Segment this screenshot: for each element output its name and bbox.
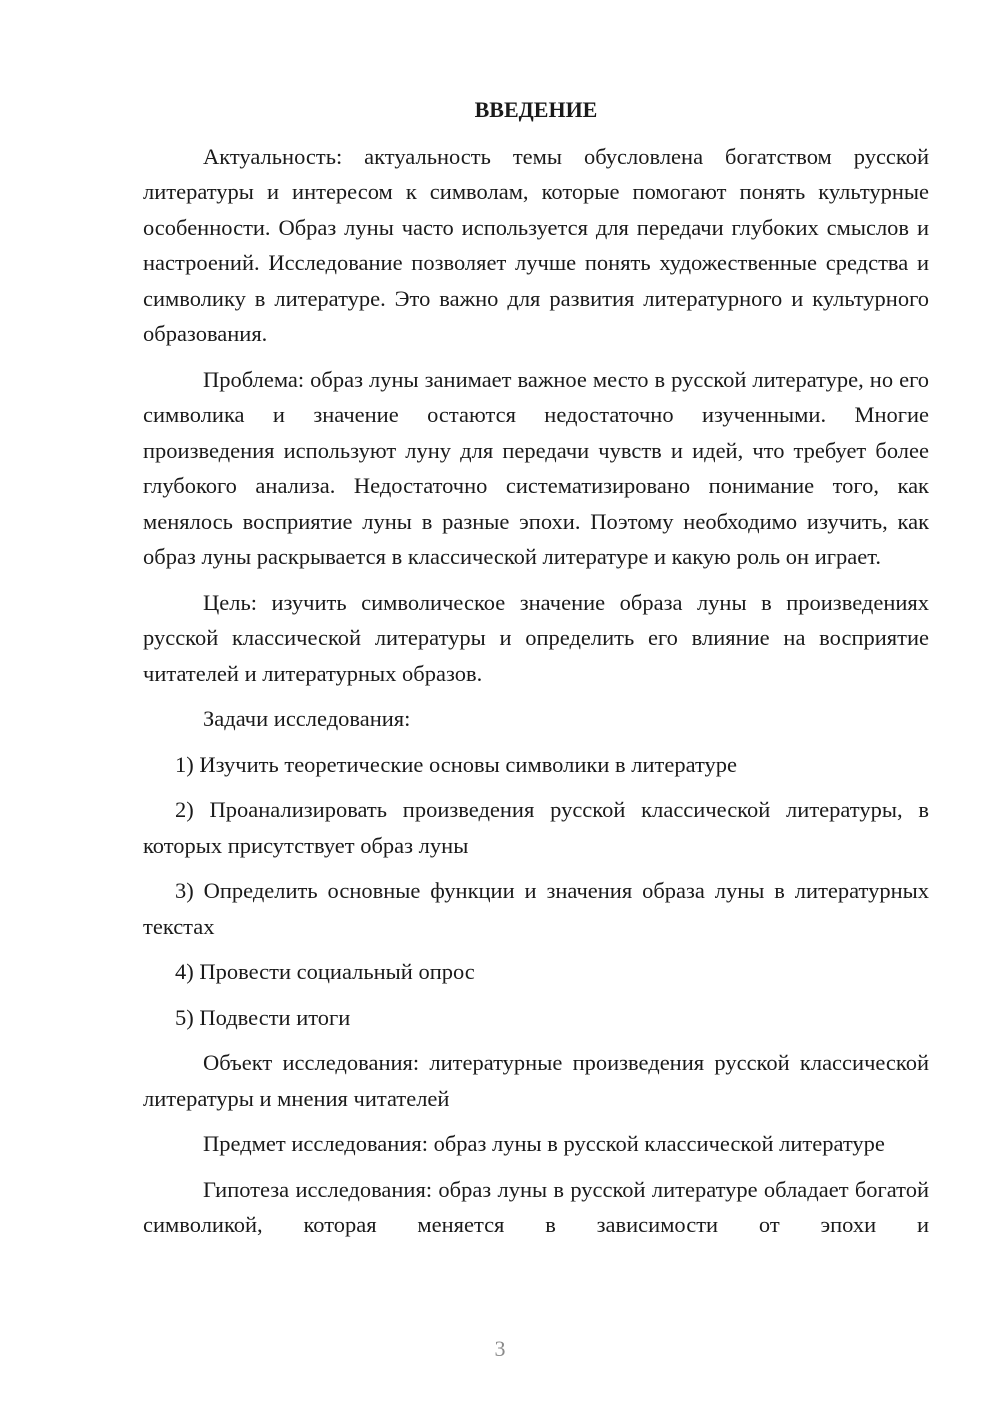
subject-paragraph: Предмет исследования: образ луны в русской классической литературе — [203, 1131, 885, 1156]
task-item-3: 3) Определить основные функции и значения образа луны в литературных текстах — [143, 878, 929, 939]
task-item-2: 2) Проанализировать произведения русской классической литературы, в которых присутствует образ луны — [143, 797, 929, 858]
problem-paragraph: Проблема: образ луны занимает важное место в русской литературе, но его символика и значение остаются недостаточно изученными. Многие произведения используют луну для передачи чувств и идей, что требует более глубокого анализа. Недостаточно систематизировано понимание того, как менялось восприятие луны в разные эпохи. Поэтому необходимо изучить, как образ луны раскрывается в классической литературе и какую роль он играет. — [143, 366, 929, 569]
object-paragraph: Объект исследования: литературные произведения русской классической литературы и мнения читателей — [143, 1050, 929, 1111]
goal-paragraph: Цель: изучить символическое значение образа луны в произведениях русской классической литературы и определить его влияние на восприятие читателей и литературных образов. — [143, 589, 929, 686]
relevance-paragraph: Актуальность: актуальность темы обусловлена богатством русской литературы и интересом к символам, которые помогают понять культурные особенности. Образ луны часто используется для передачи глубоких смыслов и настроений. Исследование позволяет лучше понять художественные средства и символику в литературе. Это важно для развития литературного и культурного образования. — [143, 143, 929, 346]
task-item-1: 1) Изучить теоретические основы символики в литературе — [175, 751, 737, 777]
hypothesis-paragraph: Гипотеза исследования: образ луны в русской литературе обладает богатой символикой, которая меняется в зависимости от эпохи и — [143, 1176, 929, 1237]
page-number: 3 — [494, 1336, 506, 1361]
tasks-heading: Задачи исследования: — [203, 706, 411, 731]
page-title: ВВЕДЕНИЕ — [474, 97, 598, 122]
task-item-4: 4) Провести социальный опрос — [175, 959, 475, 984]
page-content — [143, 92, 929, 1243]
task-item-5: 5) Подвести итоги — [175, 1004, 351, 1030]
